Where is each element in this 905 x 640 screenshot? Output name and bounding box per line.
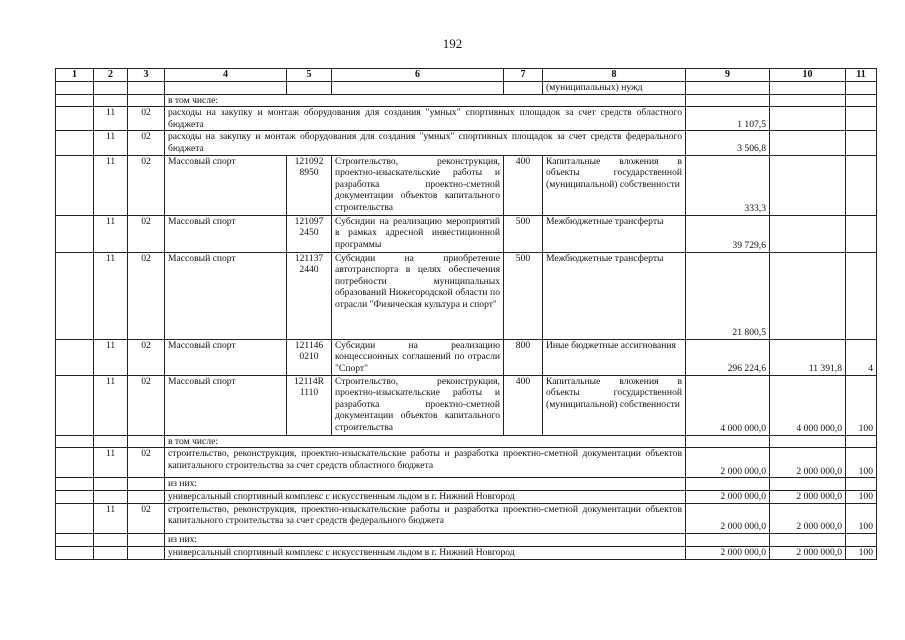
- description-cell: строительство, реконструкция, проектно-изыскательские работы и разработка проектно-сметной документации объектов капитального строительства за счет средств федерального бюджета: [165, 503, 686, 533]
- cell-empty: [56, 155, 94, 215]
- cell-empty: [56, 107, 94, 131]
- section-code-cell: 11: [94, 252, 128, 339]
- cell-empty: [770, 478, 846, 491]
- column-header-8: 8: [543, 69, 686, 82]
- amount-cell: 2 000 000,0: [686, 490, 770, 503]
- section-code-cell: 11: [94, 215, 128, 252]
- cell-empty: [56, 503, 94, 533]
- cell-empty: [128, 435, 165, 448]
- percent-cell: 100: [846, 546, 877, 559]
- executed-amount-cell: 2 000 000,0: [770, 546, 846, 559]
- description-cell: универсальный спортивный комплекс с искусственным льдом в г. Нижний Новгород: [165, 546, 686, 559]
- subsection-name-cell: Массовый спорт: [165, 339, 287, 375]
- table-row: [56, 339, 877, 375]
- article-name-cell: Строительство, реконструкция, проектно-изыскательские работы и разработка проектно-сметной документации объектов капитального строительства: [332, 375, 504, 435]
- subsection-code-cell: 02: [128, 155, 165, 215]
- amount-cell: 2 000 000,0: [686, 546, 770, 559]
- cell-empty: [94, 533, 128, 546]
- column-header-6: 6: [332, 69, 504, 82]
- expense-type-cell: Капитальные вложения в объекты государственной (муниципальной) собственности: [543, 155, 686, 215]
- section-code-cell: [94, 490, 128, 503]
- column-header-9: 9: [686, 69, 770, 82]
- target-article-cell: 121137 2440: [287, 252, 332, 339]
- cell-empty: [686, 435, 770, 448]
- cell-empty: [846, 94, 877, 107]
- subsection-code-cell: 02: [128, 252, 165, 339]
- column-header-1: 1: [56, 69, 94, 82]
- column-header-2: 2: [94, 69, 128, 82]
- description-cell: расходы на закупку и монтаж оборудования для создания "умных" спортивных площадок за счет средств федерального бюджета: [165, 131, 686, 155]
- header-row: [56, 69, 877, 82]
- cell-empty: [686, 478, 770, 491]
- budget-table: [55, 68, 877, 560]
- cell-empty: [686, 94, 770, 107]
- subheading-cell: в том числе:: [165, 94, 686, 107]
- target-article-cell: 121097 2450: [287, 215, 332, 252]
- section-code-cell: 11: [94, 503, 128, 533]
- executed-amount-cell: [770, 155, 846, 215]
- subsection-code-cell: [128, 490, 165, 503]
- table-row: [56, 533, 877, 546]
- expense-type-cell: Иные бюджетные ассигнования: [543, 339, 686, 375]
- amount-cell: 1 107,5: [686, 107, 770, 131]
- subsection-name-cell: Массовый спорт: [165, 375, 287, 435]
- section-code-cell: 11: [94, 375, 128, 435]
- cell-empty: [56, 82, 94, 95]
- column-header-7: 7: [504, 69, 543, 82]
- cell-empty: [770, 435, 846, 448]
- article-name-cell: Субсидии на реализацию мероприятий в рамках адресной инвестиционной программы: [332, 215, 504, 252]
- table-row: [56, 478, 877, 491]
- subheading-cell: из них:: [165, 533, 686, 546]
- table-row: [56, 435, 877, 448]
- cell-empty: [56, 435, 94, 448]
- cell-empty: [56, 448, 94, 478]
- cell-empty: [56, 94, 94, 107]
- table-row: [56, 546, 877, 559]
- subsection-name-cell: Массовый спорт: [165, 215, 287, 252]
- percent-cell: [846, 252, 877, 339]
- page-number: 192: [442, 36, 463, 51]
- article-name-cell: Строительство, реконструкция, проектно-изыскательские работы и разработка проектно-сметной документации объектов капитального строительства: [332, 155, 504, 215]
- executed-amount-cell: 2 000 000,0: [770, 503, 846, 533]
- executed-amount-cell: [770, 252, 846, 339]
- section-code-cell: 11: [94, 155, 128, 215]
- subsection-code-cell: 02: [128, 375, 165, 435]
- cell-empty: [332, 82, 504, 95]
- column-header-5: 5: [287, 69, 332, 82]
- subsection-code-cell: 02: [128, 448, 165, 478]
- description-cell: строительство, реконструкция, проектно-изыскательские работы и разработка проектно-сметной документации объектов капитального строительства за счет средств областного бюджета: [165, 448, 686, 478]
- cell-empty: [94, 435, 128, 448]
- executed-amount-cell: [770, 107, 846, 131]
- executed-amount-cell: 2 000 000,0: [770, 448, 846, 478]
- cell-empty: [128, 94, 165, 107]
- cell-empty: [56, 490, 94, 503]
- cell-empty: [56, 215, 94, 252]
- amount-cell: 296 224,6: [686, 339, 770, 375]
- cell-empty: [128, 82, 165, 95]
- table-row: [56, 215, 877, 252]
- cell-empty: [128, 478, 165, 491]
- cell-empty: [94, 478, 128, 491]
- article-name-cell: Субсидии на приобретение автотранспорта в целях обеспечения потребности муниципальных образований Нижегородской области по отрасли "Физическая культура и спорт": [332, 252, 504, 339]
- cell-empty: [56, 546, 94, 559]
- cell-empty: [846, 478, 877, 491]
- subheading-cell: из них:: [165, 478, 686, 491]
- table-row: [56, 107, 877, 131]
- target-article-cell: 121092 8950: [287, 155, 332, 215]
- column-header-11: 11: [846, 69, 877, 82]
- subsection-name-cell: Массовый спорт: [165, 252, 287, 339]
- executed-amount-cell: 2 000 000,0: [770, 490, 846, 503]
- expense-type-cell: Капитальные вложения в объекты государственной (муниципальной) собственности: [543, 375, 686, 435]
- description-cell: универсальный спортивный комплекс с искусственным льдом в г. Нижний Новгород: [165, 490, 686, 503]
- executed-amount-cell: [770, 215, 846, 252]
- column-header-10: 10: [770, 69, 846, 82]
- article-name-cell: Субсидии на реализацию концессионных соглашений по отрасли "Спорт": [332, 339, 504, 375]
- amount-cell: 21 800,5: [686, 252, 770, 339]
- cell-empty: [94, 94, 128, 107]
- percent-cell: [846, 131, 877, 155]
- subsection-code-cell: 02: [128, 339, 165, 375]
- subheading-cell: в том числе:: [165, 435, 686, 448]
- expense-type-cell: Межбюджетные трансферты: [543, 215, 686, 252]
- cell-empty: [846, 533, 877, 546]
- cell-empty: [128, 533, 165, 546]
- expense-type-cell: Межбюджетные трансферты: [543, 252, 686, 339]
- cell-empty: [94, 82, 128, 95]
- cell-empty: [56, 339, 94, 375]
- amount-cell: 2 000 000,0: [686, 503, 770, 533]
- cell-empty: [56, 131, 94, 155]
- cell-empty: [504, 82, 543, 95]
- amount-cell: 4 000 000,0: [686, 375, 770, 435]
- percent-cell: [846, 215, 877, 252]
- percent-cell: 100: [846, 490, 877, 503]
- cell-empty: [770, 94, 846, 107]
- expense-code-cell: 400: [504, 375, 543, 435]
- cell-empty: [56, 252, 94, 339]
- target-article-cell: 121146 0210: [287, 339, 332, 375]
- cell-empty: [56, 533, 94, 546]
- percent-cell: [846, 155, 877, 215]
- subsection-code-cell: 02: [128, 503, 165, 533]
- cell-empty: [686, 82, 770, 95]
- target-article-cell: 12114R 1110: [287, 375, 332, 435]
- section-code-cell: 11: [94, 131, 128, 155]
- section-code-cell: 11: [94, 448, 128, 478]
- table-row: [56, 252, 877, 339]
- subsection-code-cell: 02: [128, 107, 165, 131]
- cell-empty: [846, 435, 877, 448]
- expense-code-cell: 800: [504, 339, 543, 375]
- executed-amount-cell: [770, 131, 846, 155]
- cell-empty: [770, 82, 846, 95]
- section-code-cell: [94, 546, 128, 559]
- subsection-code-cell: [128, 546, 165, 559]
- table-row: [56, 131, 877, 155]
- percent-cell: 4: [846, 339, 877, 375]
- cell-empty: [846, 82, 877, 95]
- executed-amount-cell: 11 391,8: [770, 339, 846, 375]
- expense-code-cell: 500: [504, 252, 543, 339]
- percent-cell: [846, 107, 877, 131]
- section-code-cell: 11: [94, 107, 128, 131]
- table-row: [56, 490, 877, 503]
- amount-cell: 333,3: [686, 155, 770, 215]
- expense-code-cell: 500: [504, 215, 543, 252]
- cell-empty: [56, 375, 94, 435]
- table-row: [56, 375, 877, 435]
- table-row: [56, 82, 877, 95]
- cell-empty: [56, 478, 94, 491]
- subsection-code-cell: 02: [128, 215, 165, 252]
- table-row: [56, 94, 877, 107]
- section-code-cell: 11: [94, 339, 128, 375]
- amount-cell: 2 000 000,0: [686, 448, 770, 478]
- table-body: [56, 82, 877, 560]
- description-cell: расходы на закупку и монтаж оборудования для создания "умных" спортивных площадок за счет средств областного бюджета: [165, 107, 686, 131]
- cell-empty: [770, 533, 846, 546]
- cell-empty: [686, 533, 770, 546]
- column-header-3: 3: [128, 69, 165, 82]
- table-row: [56, 503, 877, 533]
- expense-type-cell: (муниципальных) нужд: [543, 82, 686, 95]
- amount-cell: 39 729,6: [686, 215, 770, 252]
- percent-cell: 100: [846, 448, 877, 478]
- executed-amount-cell: 4 000 000,0: [770, 375, 846, 435]
- table-row: [56, 155, 877, 215]
- percent-cell: 100: [846, 503, 877, 533]
- expense-code-cell: 400: [504, 155, 543, 215]
- percent-cell: 100: [846, 375, 877, 435]
- table-row: [56, 448, 877, 478]
- amount-cell: 3 506,8: [686, 131, 770, 155]
- subsection-name-cell: Массовый спорт: [165, 155, 287, 215]
- subsection-code-cell: 02: [128, 131, 165, 155]
- column-header-4: 4: [165, 69, 287, 82]
- cell-empty: [165, 82, 287, 95]
- cell-empty: [287, 82, 332, 95]
